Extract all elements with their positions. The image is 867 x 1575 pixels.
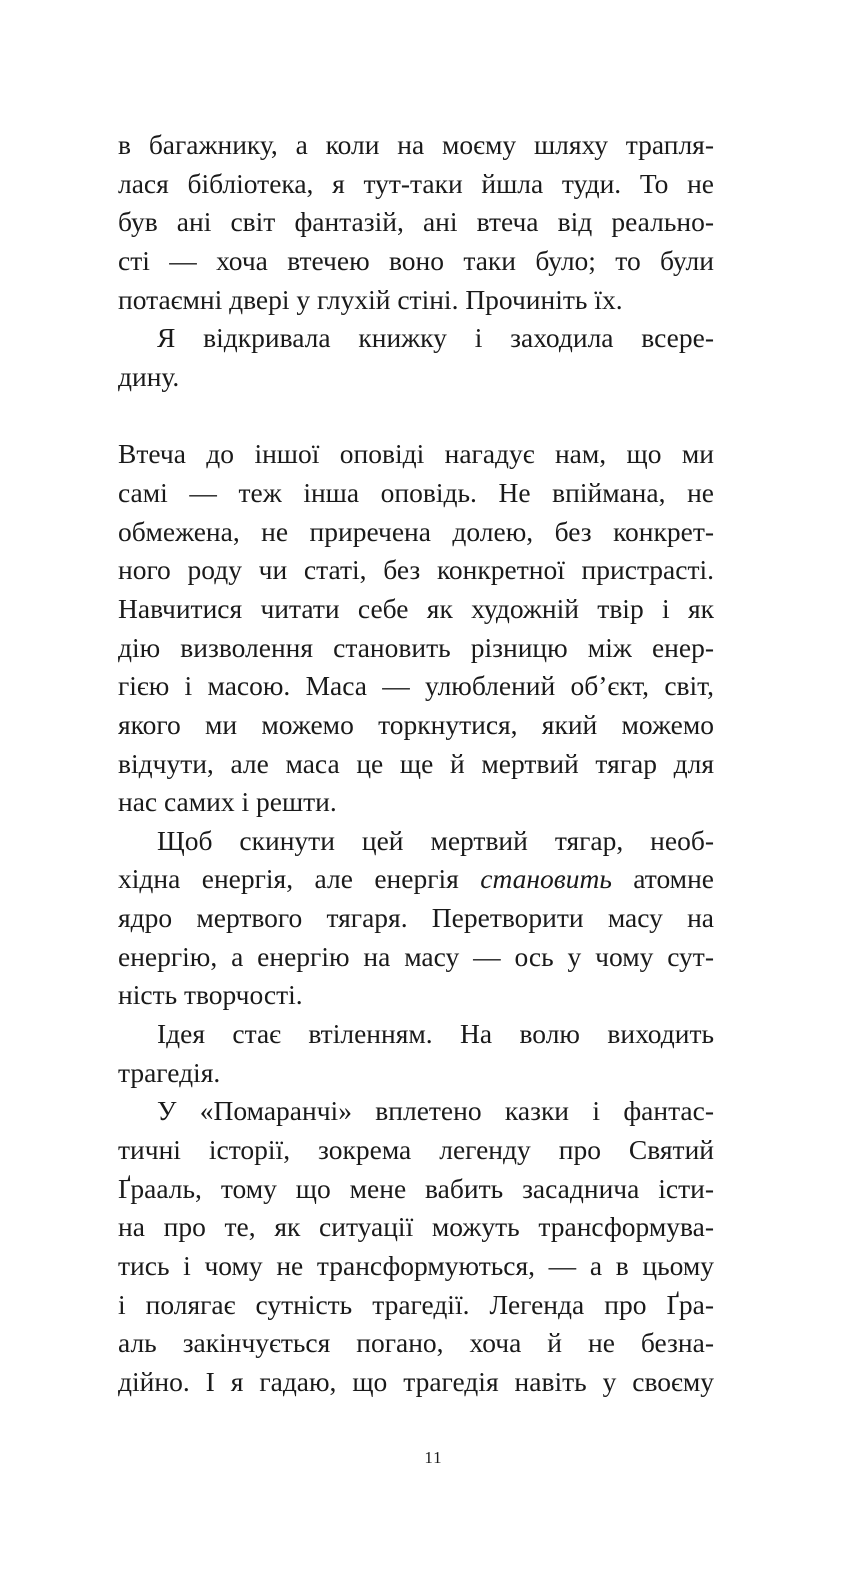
italic-text: становить	[480, 863, 612, 895]
text-line: нас самих і решти.	[118, 786, 337, 818]
text-line: енергію, а енергію на масу — ось у чому сут-	[118, 940, 714, 972]
text-line: самі — теж інша оповідь. Не впіймана, не	[118, 476, 714, 508]
text-line: на про те, як ситуації можуть трансформува-	[118, 1211, 714, 1243]
text-line: Навчитися читати себе як художній твір і як	[118, 592, 714, 624]
text-line: лася бібліотека, я тут-таки йшла туди. То не	[118, 167, 714, 199]
text-line: і полягає сутність трагедії. Легенда про Ґра-	[118, 1288, 714, 1320]
text-line: обмежена, не приречена долею, без конкрет-	[118, 515, 714, 547]
text-line	[118, 860, 714, 899]
text-line: гією і масою. Маса — улюблений об’єкт, світ,	[118, 670, 714, 702]
text-line: аль закінчується погано, хоча й не безна-	[118, 1327, 714, 1359]
text-line: відчути, але маса це ще й мертвий тягар для	[118, 747, 714, 779]
text-line: дійно. І я гадаю, що трагедія навіть у своєму	[118, 1366, 714, 1397]
text-line: Ідея стає втіленням. На волю виходить	[157, 1018, 714, 1050]
text-line: потаємні двері у глухій стіні. Прочиніть їх.	[118, 283, 623, 315]
text-line: Ґрааль, тому що мене вабить засаднича істи-	[118, 1172, 714, 1204]
text-line: дину.	[118, 360, 180, 392]
text-line: У «Помаранчі» вплетено казки і фантас-	[157, 1095, 714, 1127]
page-number: 11	[424, 1448, 443, 1467]
body-text	[118, 126, 714, 1402]
text-line: Щоб скинути цей мертвий тягар, необ-	[157, 824, 714, 856]
text-line: трагедія.	[118, 1056, 221, 1088]
text-line: в багажнику, а коли на моєму шляху трапля-	[118, 129, 714, 160]
text-line: тись і чому не трансформуються, — а в цьому	[118, 1250, 714, 1282]
text-segment: атомне	[611, 863, 715, 895]
text-line: ність творчості.	[118, 979, 303, 1011]
text-line: тичні історії, зокрема легенду про Святий	[118, 1134, 714, 1166]
text-line: дію визволення становить різницю між енер-	[118, 631, 714, 663]
text-line: ядро мертвого тягаря. Перетворити масу на	[118, 902, 714, 934]
text-segment: хідна енергія, але енергія	[118, 863, 481, 895]
text-line: Втеча до іншої оповіді нагадує нам, що ми	[118, 438, 714, 470]
text-line: ного роду чи статі, без конкретної пристрасті.	[118, 554, 714, 586]
text-line: був ані світ фантазій, ані втеча від реально-	[118, 206, 714, 238]
paragraph-break	[118, 397, 714, 436]
text-line: якого ми можемо торкнутися, який можемо	[118, 708, 714, 740]
text-line: Я відкривала книжку і заходила всере-	[157, 322, 714, 354]
text-line: сті — хоча втечею воно таки було; то були	[118, 244, 714, 276]
